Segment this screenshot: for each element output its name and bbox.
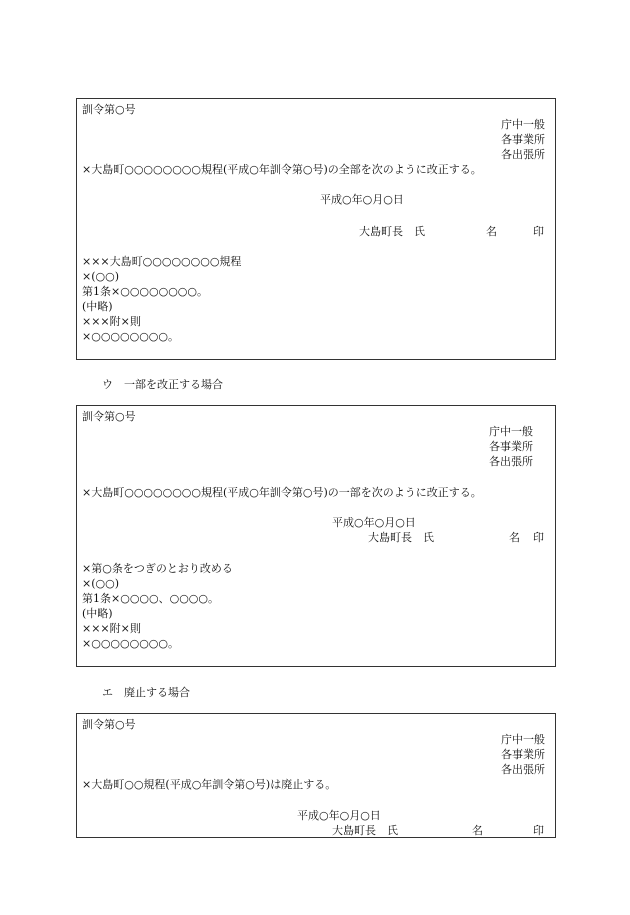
signature-name: 名: [472, 824, 483, 837]
signature-name: 名: [486, 225, 497, 238]
recipient-branch: 各出張所: [489, 455, 533, 468]
heading-partial-revision: ウ 一部を改正する場合: [102, 378, 223, 391]
signature-name: 名: [509, 531, 520, 544]
issue-date: 平成○年○月○日: [297, 809, 381, 822]
revision-statement: ×大島町○○○○○○○○規程(平成○年訓令第○号)の一部を次のように改正する。: [82, 486, 482, 499]
signature-seal: 印: [533, 225, 544, 238]
body-line: ×××附×則: [82, 622, 141, 635]
body-line: ×○○○○○○○○。: [82, 330, 180, 343]
form-partial-revision: [76, 405, 556, 667]
recipient-office: 庁中一般: [489, 425, 533, 438]
order-number: 訓令第○号: [82, 410, 136, 423]
recipient-business: 各事業所: [501, 133, 545, 146]
body-line: ×(○○): [82, 577, 119, 590]
body-line: ×○○○○○○○○。: [82, 637, 180, 650]
form-full-revision: [76, 98, 556, 360]
body-line: 第1条×○○○○、○○○○。: [82, 592, 220, 605]
recipient-branch: 各出張所: [501, 148, 545, 161]
order-number: 訓令第○号: [82, 103, 136, 116]
recipient-business: 各事業所: [501, 748, 545, 761]
recipient-branch: 各出張所: [501, 763, 545, 776]
signature-title: 大島町長 氏: [368, 531, 434, 544]
body-line: (中略): [82, 607, 113, 620]
recipient-office: 庁中一般: [501, 118, 545, 131]
body-line: (中略): [82, 300, 113, 313]
issue-date: 平成○年○月○日: [320, 193, 404, 206]
revision-statement: ×大島町○○○○○○○○規程(平成○年訓令第○号)の全部を次のように改正する。: [82, 163, 482, 176]
body-line: ×××大島町○○○○○○○○規程: [82, 255, 242, 268]
signature-title: 大島町長 氏: [359, 225, 425, 238]
recipient-office: 庁中一般: [501, 733, 545, 746]
signature-seal: 印: [533, 531, 544, 544]
heading-abolition: エ 廃止する場合: [102, 686, 190, 699]
body-line: ×第○条をつぎのとおり改める: [82, 562, 233, 575]
body-line: 第1条×○○○○○○○○。: [82, 285, 209, 298]
signature-title: 大島町長 氏: [332, 824, 398, 837]
signature-seal: 印: [533, 824, 544, 837]
issue-date: 平成○年○月○日: [332, 516, 416, 529]
recipient-business: 各事業所: [489, 440, 533, 453]
form-abolition: [76, 713, 556, 838]
body-line: ×××附×則: [82, 315, 141, 328]
body-line: ×(○○): [82, 270, 119, 283]
abolition-statement: ×大島町○○規程(平成○年訓令第○号)は廃止する。: [82, 778, 337, 791]
order-number: 訓令第○号: [82, 718, 136, 731]
